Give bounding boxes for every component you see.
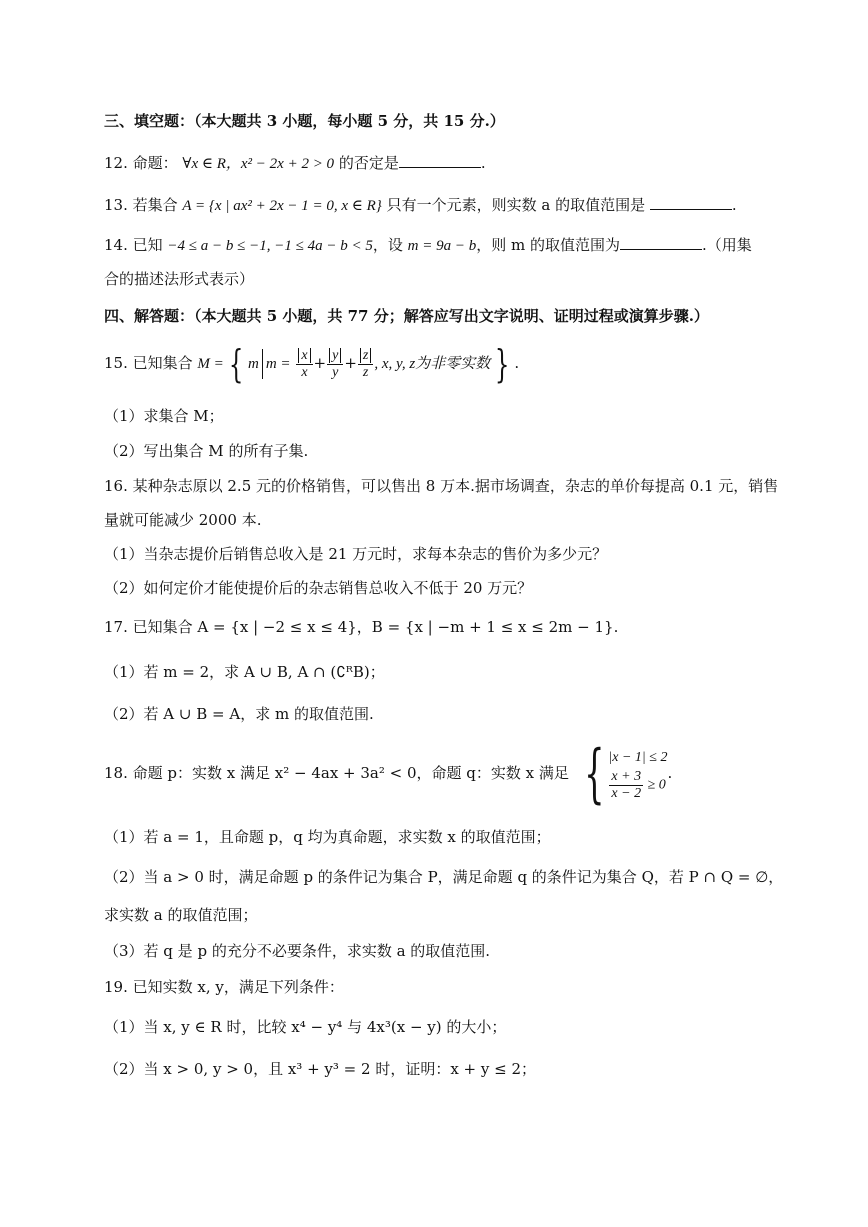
q15-prefix: 15. 已知集合 bbox=[104, 354, 193, 372]
question-14 bbox=[104, 234, 788, 257]
q13-suffix: 只有一个元素，则实数 a 的取值范围是 bbox=[386, 196, 646, 214]
q18-sub2: （2）当 a > 0 时，满足命题 p 的条件记为集合 P，满足命题 q 的条件记为集合 Q，若 P ∩ Q = ∅， bbox=[104, 868, 784, 886]
q14-suffix: ，则 m 的取值范围为 bbox=[476, 236, 620, 254]
q12-prefix: 12. 命题： bbox=[104, 154, 178, 172]
q12-math: ∀x ∈ R，x² − 2x + 2 > 0 bbox=[182, 156, 335, 172]
q16-sub1: （1）当杂志提价后销售总收入是 21 万元时，求每本杂志的售价为多少元？ bbox=[104, 545, 608, 563]
q18-sub3: （3）若 q 是 p 的充分不必要条件，求实数 a 的取值范围. bbox=[104, 942, 491, 960]
section-3-heading: 三、填空题：（本大题共 3 小题，每小题 5 分，共 15 分.） bbox=[104, 112, 505, 130]
q14-prefix: 14. 已知 bbox=[104, 236, 163, 254]
q17-line1: 17. 已知集合 A = {x | −2 ≤ x ≤ 4}，B = {x | −m + 1 ≤ x ≤ 2m − 1}. bbox=[104, 618, 619, 636]
question-18 bbox=[104, 737, 788, 811]
q14-mid: ，设 bbox=[372, 236, 403, 254]
q18-end: . bbox=[667, 764, 673, 782]
q15-frac-y: $\frac{y}{y}$ bbox=[327, 348, 343, 381]
q13-math: A = {x | ax² + 2x − 1 = 0, x ∈ R} bbox=[182, 198, 382, 214]
q13-end: . bbox=[731, 196, 737, 214]
q15-sub2: （2）写出集合 M 的所有子集. bbox=[104, 442, 309, 460]
q12-suffix: 的否定是 bbox=[338, 154, 399, 172]
q15-right-brace: } bbox=[495, 342, 510, 386]
q14-math2: m = 9a − b bbox=[407, 238, 477, 254]
q17-sub2: （2）若 A ∪ B = A，求 m 的取值范围. bbox=[104, 705, 374, 723]
q13-answer-blank bbox=[650, 195, 732, 210]
q14-answer-blank bbox=[620, 235, 702, 250]
q18-system bbox=[574, 737, 668, 811]
q15-sub1: （1）求集合 M； bbox=[104, 407, 224, 425]
q12-end: . bbox=[480, 154, 486, 172]
q19-sub2: （2）当 x > 0, y > 0，且 x³ + y³ = 2 时，证明：x + y ≤ 2； bbox=[104, 1060, 537, 1078]
q17-sub1: （1）若 m = 2，求 A ∪ B, A ∩ (∁ᴿB)； bbox=[104, 663, 385, 681]
q14-line2: 合的描述法形式表示） bbox=[104, 270, 255, 288]
q15-set-lhs: M = bbox=[197, 356, 224, 372]
q14-math: −4 ≤ a − b ≤ −1, −1 ≤ 4a − b < 5 bbox=[167, 238, 373, 254]
q16-line1: 16. 某种杂志原以 2.5 元的价格销售，可以售出 8 万本.据市场调查，杂志的单价每提高 0.1 元，销售 bbox=[104, 477, 779, 495]
q13-prefix: 13. 若集合 bbox=[104, 196, 178, 214]
question-13 bbox=[104, 194, 788, 217]
section-4-heading: 四、解答题：（本大题共 5 小题，共 77 分；解答应写出文字说明、证明过程或演算步骤.） bbox=[104, 307, 709, 325]
q18-sub2b: 求实数 a 的取值范围； bbox=[104, 906, 258, 924]
q18-row1: |x − 1| ≤ 2 bbox=[608, 749, 668, 765]
q15-bar bbox=[262, 349, 263, 379]
q18-row2 bbox=[608, 769, 667, 802]
question-15: 15. 已知集合 M = { m m = $\frac{x}{x}$ + $\frac{y}{y}$ + $\frac{z}{z}$ , x, y, z为非零实数 } . bbox=[104, 342, 520, 386]
q14-end: .（用集 bbox=[701, 236, 752, 254]
q15-end: . bbox=[514, 354, 520, 372]
q16-line2: 量就可能减少 2000 本. bbox=[104, 511, 262, 529]
q18-row2-tail: ≥ 0 bbox=[647, 777, 666, 793]
q18-prefix: 18. 命题 p：实数 x 满足 x² − 4ax + 3a² < 0，命题 q：实数 x 满足 bbox=[104, 764, 569, 782]
q18-row2-den: x − 2 bbox=[611, 785, 642, 801]
q15-var-m: m bbox=[247, 356, 259, 372]
q15-m-eq: m = bbox=[265, 356, 291, 372]
q19-sub1: （1）当 x, y ∈ R 时，比较 x⁴ − y⁴ 与 4x³(x − y) 的大小； bbox=[104, 1018, 507, 1036]
q15-left-brace: { bbox=[228, 342, 244, 386]
q19-line1: 19. 已知实数 x, y，满足下列条件： bbox=[104, 978, 344, 996]
q18-row2-num: x + 3 bbox=[611, 768, 642, 784]
q18-system-brace: { bbox=[583, 737, 605, 811]
q15-frac-x: $\frac{x}{x}$ bbox=[296, 348, 312, 381]
q18-sub1: （1）若 a = 1，且命题 p，q 均为真命题，求实数 x 的取值范围； bbox=[104, 828, 551, 846]
q15-tail: , x, y, z为非零实数 bbox=[374, 356, 491, 372]
question-12 bbox=[104, 152, 788, 175]
q15-frac-z: $\frac{z}{z}$ bbox=[358, 348, 373, 381]
q16-sub2: （2）如何定价才能使提价后的杂志销售总收入不低于 20 万元？ bbox=[104, 579, 533, 597]
q12-answer-blank bbox=[399, 153, 481, 168]
